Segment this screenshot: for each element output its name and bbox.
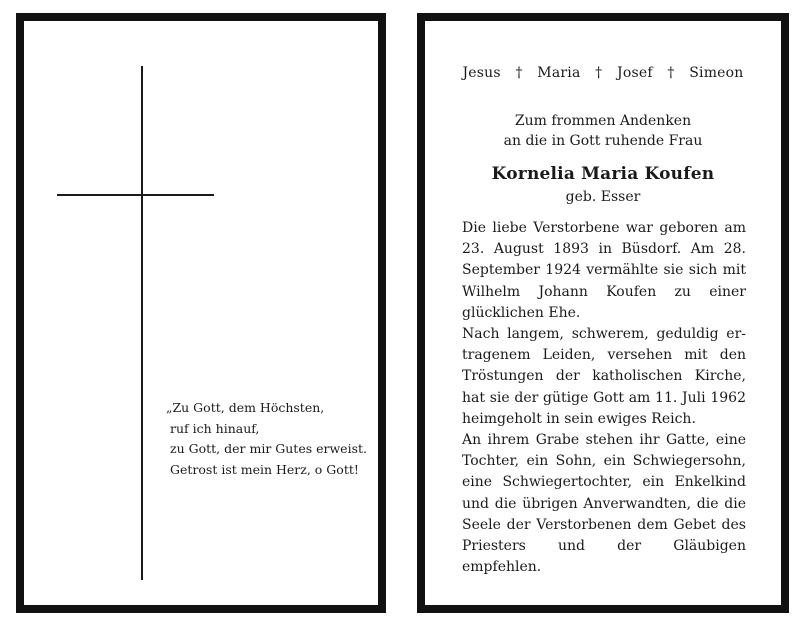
intro-line-2: an die in Gott ruhende Frau [503, 133, 703, 149]
right-memorial-card [417, 13, 789, 613]
cross-separator-1: † [515, 65, 523, 81]
poem-line-1: „Zu Gott, dem Höchsten, [166, 400, 325, 415]
biography-paragraph-3: An ihrem Grabe stehen ihr Gatte, eine Tochter, ein Sohn, ein Schwiegersohn, eine Schwiegertochter, ein Enkelkind und die übrigen Anverwandten, die die Seele der Verstorbenen dem Gebet des Priesters und der Gläubigen empfehlen. [462, 432, 746, 576]
cross-horizontal-bar [57, 194, 214, 196]
cross-separator-3: † [667, 65, 675, 81]
deceased-name: Kornelia Maria Koufen [491, 164, 715, 184]
header-name-maria: Maria [537, 65, 581, 81]
left-memorial-card [16, 13, 386, 613]
poem-line-3: zu Gott, der mir Gutes erweist. [170, 441, 367, 456]
header-name-simeon: Simeon [689, 65, 744, 81]
birth-name: geb. Esser [565, 189, 641, 205]
cross-separator-2: † [595, 65, 603, 81]
intro [425, 111, 781, 151]
poem [166, 398, 367, 480]
holy-names-header [425, 65, 781, 81]
cross-vertical-bar [141, 66, 143, 580]
biography-paragraph-1: Die liebe Verstorbene war geboren am 23. August 1893 in Büsdorf. Am 28. September 1924 vermählte sie sich mit Wilhelm Johann Koufen zu einer glücklichen Ehe. [462, 220, 746, 321]
poem-line-2: ruf ich hinauf, [170, 420, 260, 436]
header-name-jesus: Jesus [462, 65, 501, 81]
poem-line-4: Getrost ist mein Herz, o Gott! [170, 461, 359, 477]
header-name-josef: Josef [617, 65, 653, 81]
biography-text [462, 218, 746, 578]
intro-line-1: Zum frommen Andenken [514, 113, 692, 129]
biography-paragraph-2: Nach langem, schwerem, geduldig ertragenem Leiden, versehen mit den Tröstungen der katholischen Kirche, hat sie der gütige Gott am 11. Juli 1962 heimgeholt in sein ewiges Reich. [462, 326, 746, 427]
